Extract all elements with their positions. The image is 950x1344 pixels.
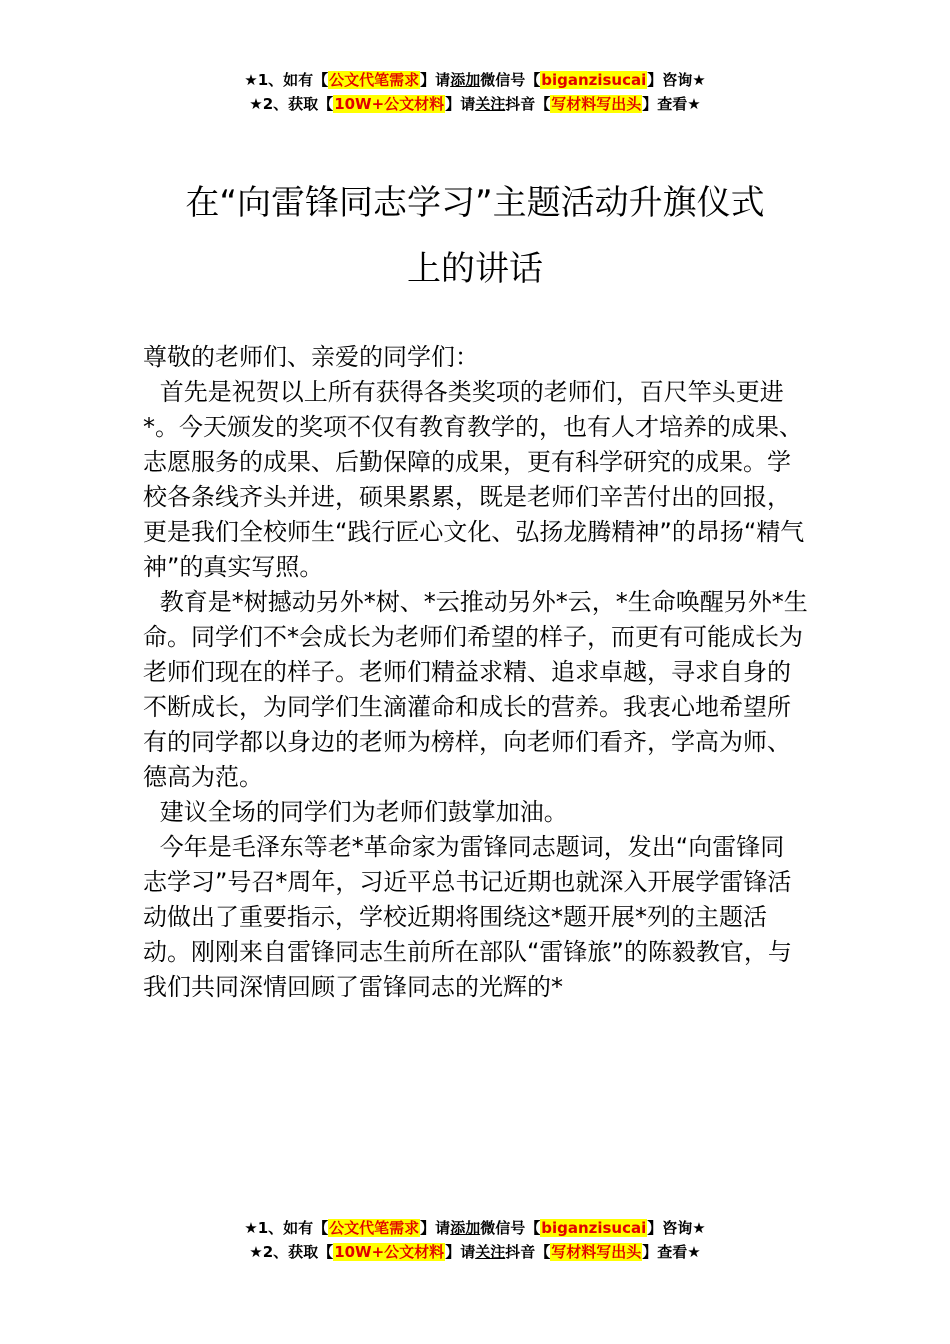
banner-highlight: 10W+公文材料 bbox=[334, 1243, 445, 1261]
banner-text: 微信号【 bbox=[480, 71, 541, 89]
banner-line-1 bbox=[0, 68, 950, 92]
banner-text: 】咨询★ bbox=[647, 71, 706, 89]
banner-underline: 添加 bbox=[450, 1219, 481, 1237]
banner-text: 抖音【 bbox=[505, 1243, 551, 1261]
salutation: 尊敬的老师们、亲爱的同学们： bbox=[143, 343, 479, 371]
paragraph-1: 首先是祝贺以上所有获得各类奖项的老师们，百尺竿头更进*。今天颁发的奖项不仅有教育教学的，也有人才培养的成果、志愿服务的成果、后勤保障的成果，更有科学研究的成果。学校各条线齐头并进，硕果累累，既是老师们辛苦付出的回报，更是我们全校师生“践行匠心文化、弘扬龙腾精神”的昂扬“精气神”的真实写照。 bbox=[143, 378, 805, 581]
paragraph-2: 教育是*树撼动另外*树、*云推动另外*云，*生命唤醒另外*生命。同学们不*会成长为老师们希望的样子，而更有可能成长为老师们现在的样子。老师们精益求精、追求卓越，寻求自身的不断成长，为同学们生滴灌命和成长的营养。我衷心地希望所有的同学都以身边的老师为榜样，向老师们看齐，学高为师、德高为范。 bbox=[143, 588, 808, 791]
banner-underline: 添加 bbox=[450, 71, 481, 89]
banner-highlight: 公文代笔需求 bbox=[329, 71, 420, 89]
banner-text: 】请 bbox=[420, 71, 451, 89]
banner-underline: 关注 bbox=[475, 1243, 506, 1261]
paragraph-3: 建议全场的同学们为老师们鼓掌加油。 bbox=[159, 798, 568, 826]
banner-highlight: 10W+公文材料 bbox=[334, 95, 445, 113]
banner-text: 微信号【 bbox=[480, 1219, 541, 1237]
banner-line-1 bbox=[0, 1216, 950, 1240]
banner-text: ★1、如有【 bbox=[244, 1219, 329, 1237]
document-title bbox=[0, 170, 950, 302]
banner-highlight: 写材料写出头 bbox=[551, 1243, 642, 1261]
title-line-2: 上的讲话 bbox=[407, 249, 543, 289]
banner-highlight: 公文代笔需求 bbox=[329, 1219, 420, 1237]
banner-highlight: biganzisucai bbox=[541, 1219, 647, 1237]
paragraph-4: 今年是毛泽东等老*革命家为雷锋同志题词，发出“向雷锋同志学习”号召*周年，习近平总书记近期也就深入开展学雷锋活动做出了重要指示，学校近期将围绕这*题开展*列的主题活动。刚刚来自雷锋同志生前所在部队“雷锋旅”的陈毅教官，与我们共同深情回顾了雷锋同志的光辉的* bbox=[143, 833, 792, 1001]
banner-line-2 bbox=[0, 92, 950, 116]
banner-text: 】查看★ bbox=[642, 1243, 701, 1261]
banner-highlight: 写材料写出头 bbox=[551, 95, 642, 113]
banner-text: ★2、获取【 bbox=[249, 95, 334, 113]
banner-underline: 关注 bbox=[475, 95, 506, 113]
top-banner bbox=[0, 68, 950, 116]
banner-highlight: biganzisucai bbox=[541, 71, 647, 89]
banner-text: 】请 bbox=[420, 1219, 451, 1237]
title-line-1: 在“向雷锋同志学习”主题活动升旗仪式 bbox=[185, 183, 765, 223]
banner-text: 】请 bbox=[445, 1243, 476, 1261]
banner-line-2 bbox=[0, 1240, 950, 1264]
document-body bbox=[143, 340, 808, 1005]
banner-text: 】请 bbox=[445, 95, 476, 113]
banner-text: 】咨询★ bbox=[647, 1219, 706, 1237]
banner-text: 】查看★ bbox=[642, 95, 701, 113]
bottom-banner bbox=[0, 1216, 950, 1264]
banner-text: ★2、获取【 bbox=[249, 1243, 334, 1261]
banner-text: 抖音【 bbox=[505, 95, 551, 113]
banner-text: ★1、如有【 bbox=[244, 71, 329, 89]
